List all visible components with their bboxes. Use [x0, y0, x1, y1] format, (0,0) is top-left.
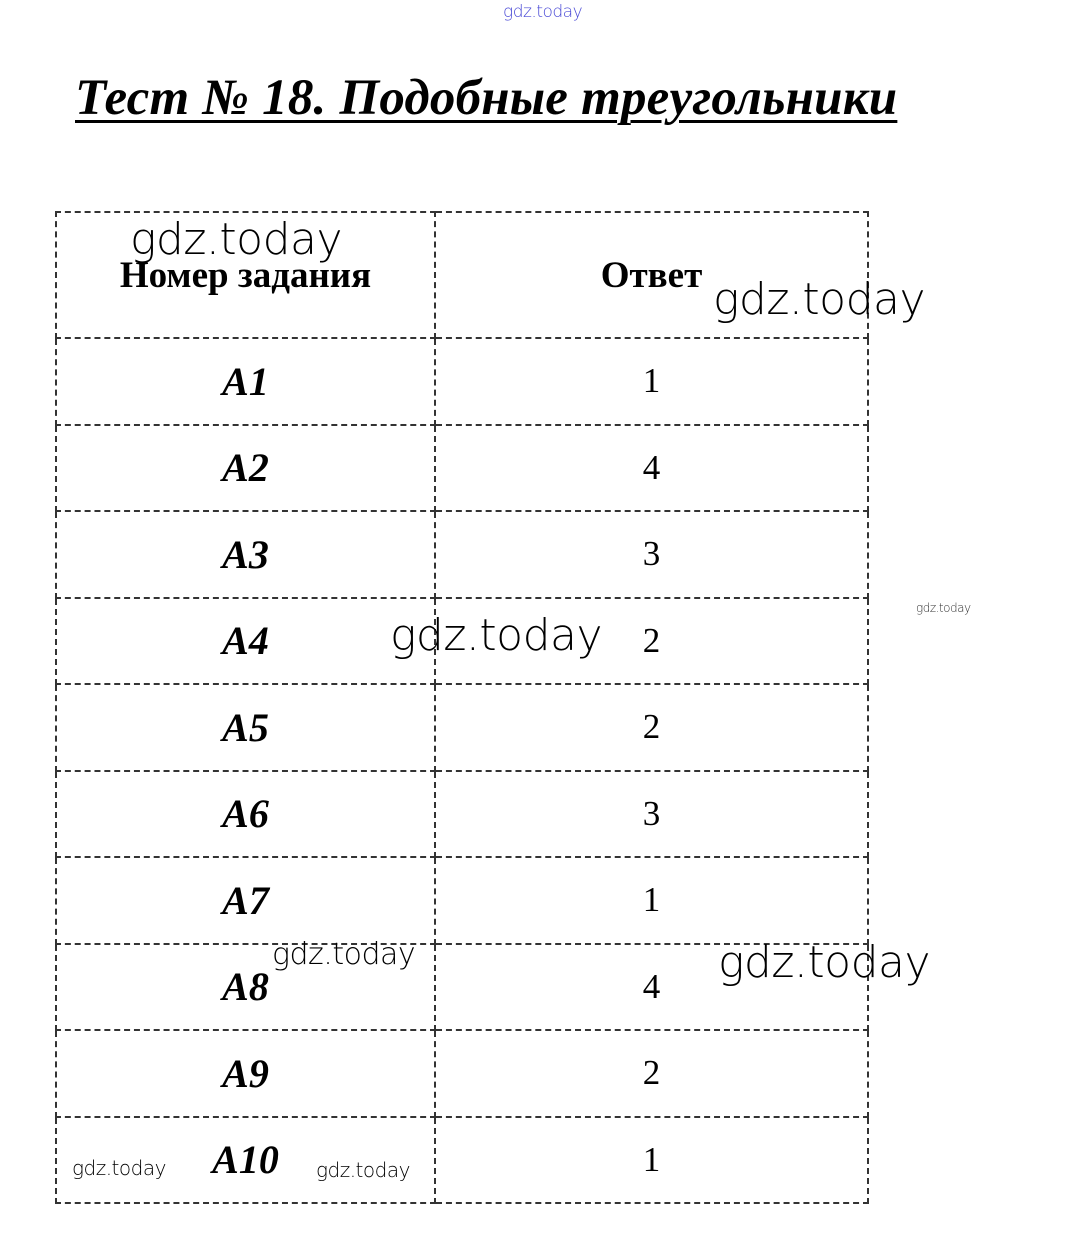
answer-cell: 3 — [435, 511, 868, 598]
task-cell: A4 — [56, 598, 435, 685]
task-cell: A3 — [56, 511, 435, 598]
watermark: gdz.today — [272, 937, 416, 972]
task-cell: A5 — [56, 684, 435, 771]
table-row — [56, 1117, 868, 1204]
header-answer: Ответ — [435, 212, 868, 338]
answer-cell: 1 — [435, 338, 868, 425]
task-cell: A8 — [56, 944, 435, 1031]
watermark: gdz.today — [390, 610, 603, 661]
watermark: gdz.today — [72, 1156, 166, 1180]
task-cell: A1 — [56, 338, 435, 425]
watermark: gdz.today — [130, 214, 343, 265]
answers-table — [55, 211, 869, 1204]
table-row — [56, 511, 868, 598]
table-row — [56, 771, 868, 858]
answer-cell: 2 — [435, 1030, 868, 1117]
header-task-number: Номер задания — [56, 212, 435, 338]
answer-cell: 1 — [435, 1117, 868, 1204]
page-title: Тест № 18. Подобные треугольники — [75, 70, 898, 126]
watermark: gdz.today — [316, 1158, 410, 1182]
table-row — [56, 684, 868, 771]
task-cell: A9 — [56, 1030, 435, 1117]
watermark: gdz.today — [916, 601, 971, 615]
answer-cell: 2 — [435, 684, 868, 771]
watermark: gdz.today — [503, 2, 583, 22]
answer-cell: 3 — [435, 771, 868, 858]
answer-cell: 4 — [435, 425, 868, 512]
watermark: gdz.today — [713, 274, 926, 325]
task-cell: A2 — [56, 425, 435, 512]
task-cell: A6 — [56, 771, 435, 858]
table-row — [56, 1030, 868, 1117]
table-row — [56, 857, 868, 944]
watermark: gdz.today — [718, 937, 931, 988]
task-cell: A7 — [56, 857, 435, 944]
answer-cell: 2 — [435, 598, 868, 685]
table-row — [56, 338, 868, 425]
answer-cell: 1 — [435, 857, 868, 944]
answer-cell: 4 — [435, 944, 868, 1031]
task-cell: A10 — [56, 1117, 435, 1204]
table-row — [56, 425, 868, 512]
